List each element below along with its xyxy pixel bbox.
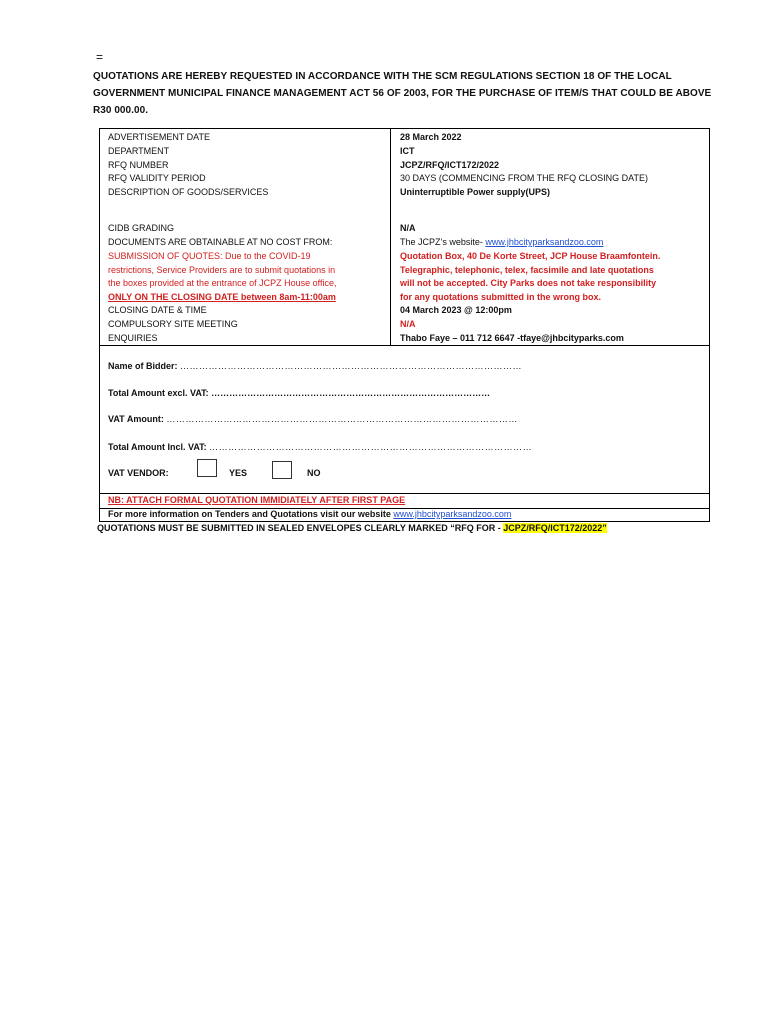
- rfq-number-value: JCPZ/RFQ/ICT172/2022: [400, 160, 500, 170]
- no-label: NO: [307, 468, 321, 478]
- more-info-line: [108, 509, 511, 519]
- rfq-number-label: RFQ NUMBER: [108, 160, 169, 170]
- vat-amount-line: [108, 414, 518, 424]
- documents-label: DOCUMENTS ARE OBTAINABLE AT NO COST FROM:: [108, 237, 333, 247]
- enquiries-label: ENQUIRIES: [108, 333, 158, 343]
- description-value: Uninterruptible Power supply(UPS): [400, 187, 551, 197]
- bidder-divider: [100, 493, 709, 494]
- description-label: DESCRIPTION OF GOODS/SERVICES: [108, 187, 269, 197]
- name-of-bidder-field[interactable]: ………………………………………………………………………………………………: [180, 361, 523, 371]
- more-info-link[interactable]: www.jhbcityparksandzoo.com: [393, 509, 512, 519]
- nb-notice: NB: ATTACH FORMAL QUOTATION IMMIDIATELY AFTER FIRST PAGE: [108, 495, 406, 505]
- closing-label: CLOSING DATE & TIME: [108, 305, 207, 315]
- enquiries-value: Thabo Faye – 011 712 6647 -tfaye@jhbcityparks.com: [400, 333, 624, 343]
- vat-vendor-yes-checkbox[interactable]: [197, 459, 217, 477]
- submission-value-line2: Telegraphic, telephonic, telex, facsimile and late quotations: [400, 265, 654, 275]
- document-heading: QUOTATIONS ARE HEREBY REQUESTED IN ACCORDANCE WITH THE SCM REGULATIONS SECTION 18 OF THE LOCAL GOVERNMENT MUNICIPAL FINANCE MANAGEMENT ACT 56 OF 2003, FOR THE PURCHASE OF ITEM/S THAT COULD BE ABOVE R30 000.00.: [93, 71, 712, 116]
- advertisement-date-value: 28 March 2022: [400, 132, 462, 142]
- vat-amount-field[interactable]: …………………………………………………………………………………………………: [166, 414, 518, 424]
- column-divider: [390, 129, 391, 345]
- submission-value-line1: Quotation Box, 40 De Korte Street, JCP House Braamfontein.: [400, 251, 661, 261]
- rfq-form-box: [99, 128, 710, 522]
- total-incl-vat-label: Total Amount Incl. VAT:: [108, 442, 210, 452]
- documents-value: [400, 236, 700, 250]
- site-meeting-value: N/A: [400, 319, 416, 329]
- department-value: ICT: [400, 146, 415, 156]
- submission-value-line3: will not be accepted. City Parks does not take responsibility: [400, 278, 657, 288]
- top-mark: =: [96, 50, 104, 64]
- submission-label-line2: restrictions, Service Providers are to submit quotations in: [108, 265, 336, 275]
- name-of-bidder-line: [108, 361, 522, 371]
- footer-rfq-highlight: JCPZ/RFQ/ICT172/2022”: [503, 523, 607, 533]
- website-link[interactable]: www.jhbcityparksandzoo.com: [485, 237, 604, 247]
- total-excl-vat-label: Total Amount excl. VAT:: [108, 388, 212, 398]
- vat-vendor-no-checkbox[interactable]: [272, 461, 292, 479]
- total-excl-vat-line: [108, 388, 490, 398]
- vat-amount-label: VAT Amount:: [108, 414, 167, 424]
- cidb-value: N/A: [400, 223, 416, 233]
- department-label: DEPARTMENT: [108, 146, 170, 156]
- documents-prefix: The JCPZ’s website-: [400, 237, 486, 247]
- advertisement-date-label: ADVERTISEMENT DATE: [108, 132, 211, 142]
- submission-value-line4: for any quotations submitted in the wrong box.: [400, 292, 601, 302]
- footer-text: QUOTATIONS MUST BE SUBMITTED IN SEALED ENVELOPES CLEARLY MARKED “RFQ FOR -: [97, 523, 504, 533]
- submission-label-line3: the boxes provided at the entrance of JCPZ House office,: [108, 278, 337, 288]
- rfq-validity-value: 30 DAYS (COMMENCING FROM THE RFQ CLOSING DATE): [400, 173, 649, 183]
- rfq-validity-label: RFQ VALIDITY PERIOD: [108, 173, 206, 183]
- site-meeting-label: COMPULSORY SITE MEETING: [108, 319, 238, 329]
- total-excl-vat-field[interactable]: …………………………………………………………………………………: [211, 388, 491, 398]
- submission-footer: [97, 523, 607, 533]
- submission-label-line4: ONLY ON THE CLOSING DATE between 8am-11:00am: [108, 292, 336, 302]
- total-incl-vat-field[interactable]: …………………………………………………………………………………………: [209, 442, 533, 452]
- details-divider: [100, 345, 709, 346]
- name-of-bidder-label: Name of Bidder:: [108, 361, 181, 371]
- yes-label: YES: [229, 468, 248, 478]
- submission-label-line1: SUBMISSION OF QUOTES: Due to the COVID-19: [108, 251, 311, 261]
- closing-value: 04 March 2023 @ 12:00pm: [400, 305, 512, 315]
- cidb-label: CIDB GRADING: [108, 223, 175, 233]
- vat-vendor-label: VAT VENDOR:: [108, 468, 169, 478]
- more-info-text: For more information on Tenders and Quotations visit our website: [108, 509, 394, 519]
- total-incl-vat-line: [108, 442, 532, 452]
